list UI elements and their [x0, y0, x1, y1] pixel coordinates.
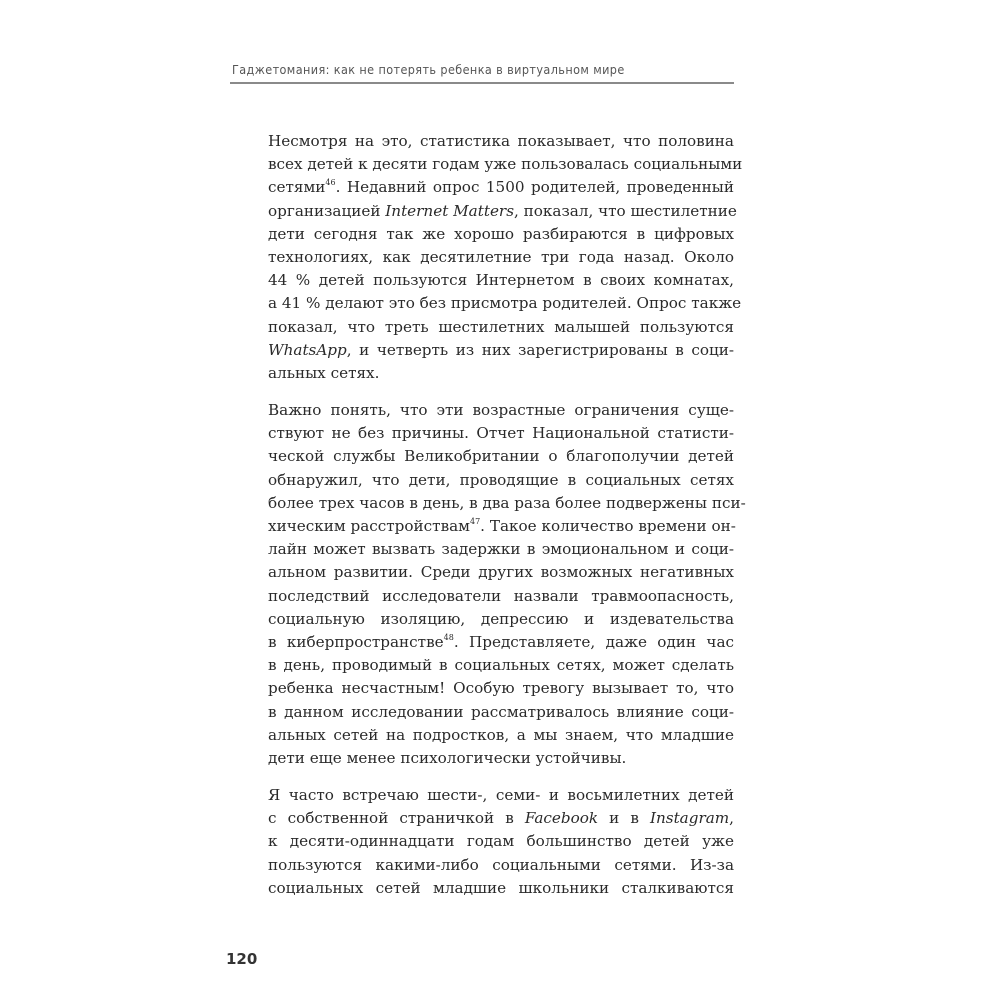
- text: , и четверть из них зарегистрированы в соци-: [346, 340, 734, 359]
- text: Важно понять, что эти возрастные ограничения суще-: [268, 401, 734, 420]
- text: в день, проводимый в социальных сетях, может сделать: [268, 656, 734, 675]
- text: альном развитии. Среди других возможных негативных: [268, 563, 734, 582]
- text: альных сетей на подростков, а мы знаем, что младшие: [268, 725, 734, 744]
- text: ребенка несчастным! Особую тревогу вызывает то, что: [268, 679, 734, 698]
- text: к десяти-одиннадцати годам большинство детей уже: [268, 832, 734, 851]
- italic-text: Facebook: [524, 809, 599, 828]
- text-line: [268, 445, 734, 468]
- text-line: [268, 724, 734, 747]
- text-line: [268, 538, 734, 561]
- footnote-ref: 47: [469, 517, 481, 526]
- italic-text: Internet Matters: [385, 201, 514, 220]
- text-line: [268, 316, 734, 339]
- text-line: [268, 269, 734, 292]
- text-line: [268, 515, 734, 538]
- text-line: [268, 631, 734, 654]
- text-line: [268, 422, 734, 445]
- text-line: [268, 492, 746, 515]
- text: , показал, что шестилетние: [513, 201, 737, 220]
- text-line: [268, 561, 734, 584]
- text-line: [268, 200, 737, 223]
- text-line: [268, 784, 734, 807]
- text-line: [268, 854, 734, 877]
- text-line: [268, 130, 734, 153]
- text: а 41 % делают это без присмотра родителей. Опрос также: [268, 294, 742, 313]
- text-line: [268, 292, 742, 315]
- text-line: [268, 608, 734, 631]
- paragraph: [268, 130, 743, 385]
- text-line: [268, 747, 734, 770]
- text-line: [268, 223, 734, 246]
- running-header: [230, 60, 734, 84]
- text: ствуют не без причины. Отчет Национальной статисти-: [268, 424, 734, 443]
- text: пользуются какими-либо социальными сетями. Из-за: [268, 855, 734, 874]
- text: 44 % детей пользуются Интернетом в своих комнатах,: [268, 271, 734, 290]
- footnote-ref: 46: [325, 178, 336, 188]
- footnote-ref: 48: [443, 632, 454, 642]
- text-line: [268, 339, 734, 362]
- text-line: [268, 654, 734, 677]
- text-line: [268, 585, 734, 608]
- body-text: [268, 130, 746, 914]
- text: социальных сетей младшие школьники сталкиваются: [268, 878, 734, 897]
- italic-text: WhatsApp: [268, 340, 347, 359]
- text: хическим расстройствам: [268, 517, 470, 535]
- text: социальную изоляцию, депрессию и издевательства: [268, 609, 734, 628]
- text-line: [268, 701, 734, 724]
- text-line: [268, 830, 734, 853]
- text: ческой службы Великобритании о благополучии детей: [268, 447, 734, 466]
- text-line: [268, 153, 743, 176]
- italic-text: Instagram: [650, 809, 730, 828]
- text: последствий исследователи назвали травмоопасность,: [268, 586, 734, 605]
- paragraph: [268, 784, 734, 900]
- page-number: 120: [226, 950, 258, 968]
- text: сетями: [268, 178, 326, 197]
- text-line: [268, 807, 734, 830]
- running-title: Гаджетомания: как не потерять ребенка в виртуальном мире: [232, 62, 625, 77]
- text: показал, что треть шестилетних малышей пользуются: [268, 317, 734, 336]
- text: с собственной страничкой в: [268, 809, 525, 828]
- text-line: [268, 246, 734, 269]
- text: Несмотря на это, статистика показывает, что половина: [268, 132, 734, 150]
- text: . Недавний опрос 1500 родителей, проведенный: [335, 178, 734, 197]
- text: альных сетях.: [268, 363, 380, 382]
- text: технологиях, как десятилетние три года назад. Около: [268, 247, 734, 266]
- text: в данном исследовании рассматривалось влияние соци-: [268, 702, 734, 721]
- text: в киберпространстве: [268, 632, 444, 651]
- text: . Представляете, даже один час: [453, 632, 734, 651]
- text: дети еще менее психологически устойчивы.: [268, 748, 627, 767]
- text: лайн может вызвать задержки в эмоциональном и соци-: [268, 540, 734, 559]
- text-line: [268, 469, 734, 492]
- paragraph: [268, 399, 746, 770]
- text: организацией: [268, 201, 386, 220]
- text: и в: [598, 809, 650, 828]
- text-line: [268, 399, 734, 422]
- text: ,: [729, 809, 734, 828]
- text: . Такое количество времени он-: [480, 517, 736, 535]
- text-line: [268, 877, 734, 900]
- text: более трех часов в день, в два раза более подвержены пси-: [268, 493, 746, 512]
- text: обнаружил, что дети, проводящие в социальных сетях: [268, 470, 734, 489]
- text-line: [268, 362, 734, 385]
- text: всех детей к десяти годам уже пользовалась социальными: [268, 155, 743, 174]
- text: Я часто встречаю шести-, семи- и восьмилетних детей: [268, 786, 734, 805]
- text-line: [268, 176, 734, 199]
- text-line: [268, 677, 734, 700]
- text: дети сегодня так же хорошо разбираются в цифровых: [268, 224, 734, 243]
